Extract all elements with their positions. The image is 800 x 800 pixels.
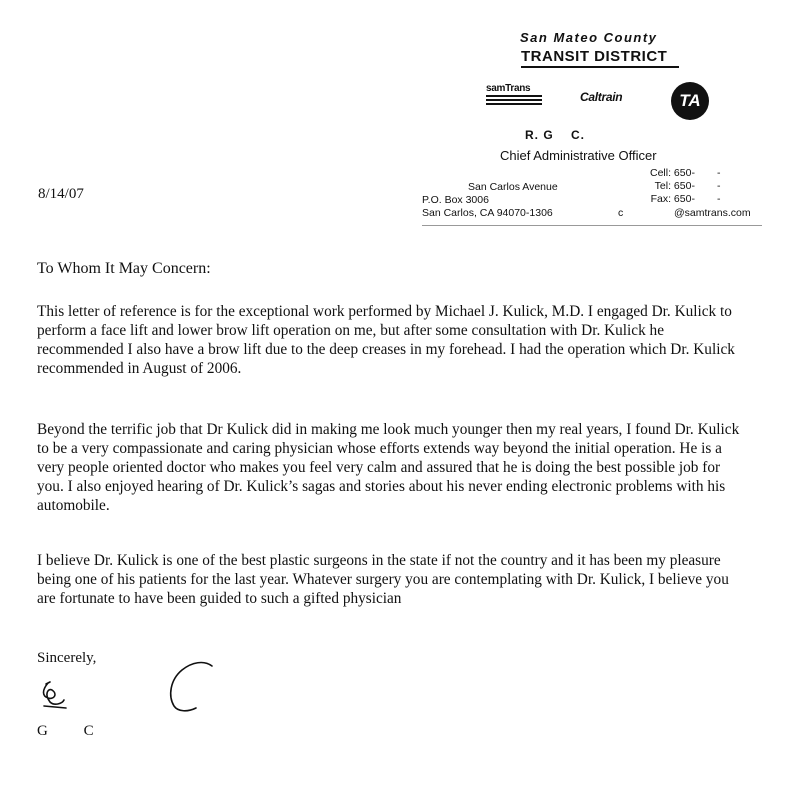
samtrans-stripes-icon bbox=[486, 95, 542, 105]
phone-cell: Cell: 650- bbox=[650, 167, 695, 179]
officer-name: R. G C. bbox=[525, 128, 586, 142]
mailing-address bbox=[422, 181, 558, 220]
address-po-box: P.O. Box 3006 bbox=[422, 194, 489, 206]
body-paragraph-3: I believe Dr. Kulick is one of the best plastic surgeons in the state if not the country and it has been my pleasure being one of his patients for the last year. Whatever surgery you are contemplating with Dr. Kulick, I believe you are fortunate to have been guided to such a gifted physician bbox=[37, 552, 729, 607]
officer-title: Chief Administrative Officer bbox=[500, 148, 657, 163]
samtrans-logo bbox=[486, 83, 542, 107]
phone-fax: Fax: 650- bbox=[650, 193, 695, 205]
phone-numbers: Cell: 650- - Tel: 650- - Fax: 650- - bbox=[650, 167, 721, 205]
signer-initials: G C bbox=[37, 723, 94, 739]
signature-initial-mark bbox=[38, 678, 78, 714]
signature-c-mark bbox=[160, 660, 220, 716]
body-paragraph-1: This letter of reference is for the exceptional work performed by Michael J. Kulick, M.D. I engaged Dr. Kulick to perform a face lift and lower brow lift operation on me, but after some consultation with Dr. Kulick he recommended I also have a brow lift due to the deep creases in my forehead. I had the operation which Dr. Kulick recommended in August of 2006. bbox=[37, 303, 735, 377]
org-name-line2: TRANSIT DISTRICT bbox=[521, 48, 668, 65]
letterhead-rule bbox=[521, 66, 679, 68]
phone-tel: Tel: 650- bbox=[654, 180, 695, 192]
address-city: San Carlos, CA 94070-1306 bbox=[422, 207, 553, 219]
closing: Sincerely, bbox=[37, 650, 97, 666]
letter-date: 8/14/07 bbox=[38, 186, 84, 202]
body-paragraph-2: Beyond the terrific job that Dr Kulick did in making me look much younger then my real years, I found Dr. Kulick to be a very compassionate and caring physician whose efforts extends way beyond the initial operation. He is a very people oriented doctor who makes you feel very calm and assured that he is doing the best possible job for you. I also enjoyed hearing of Dr. Kulick’s sagas and stories about his never ending electronic problems with his automobile. bbox=[37, 421, 740, 514]
address-street: San Carlos Avenue bbox=[468, 181, 558, 193]
samtrans-logo-text: samTrans bbox=[486, 83, 531, 94]
address-extra: c bbox=[618, 207, 624, 219]
email-address: @samtrans.com bbox=[674, 207, 751, 219]
contact-rule bbox=[422, 225, 762, 226]
ta-logo: TA bbox=[671, 82, 709, 120]
caltrain-logo: Caltrain bbox=[580, 90, 623, 104]
salutation: To Whom It May Concern: bbox=[37, 260, 211, 277]
org-name-line1: San Mateo County bbox=[520, 30, 658, 45]
